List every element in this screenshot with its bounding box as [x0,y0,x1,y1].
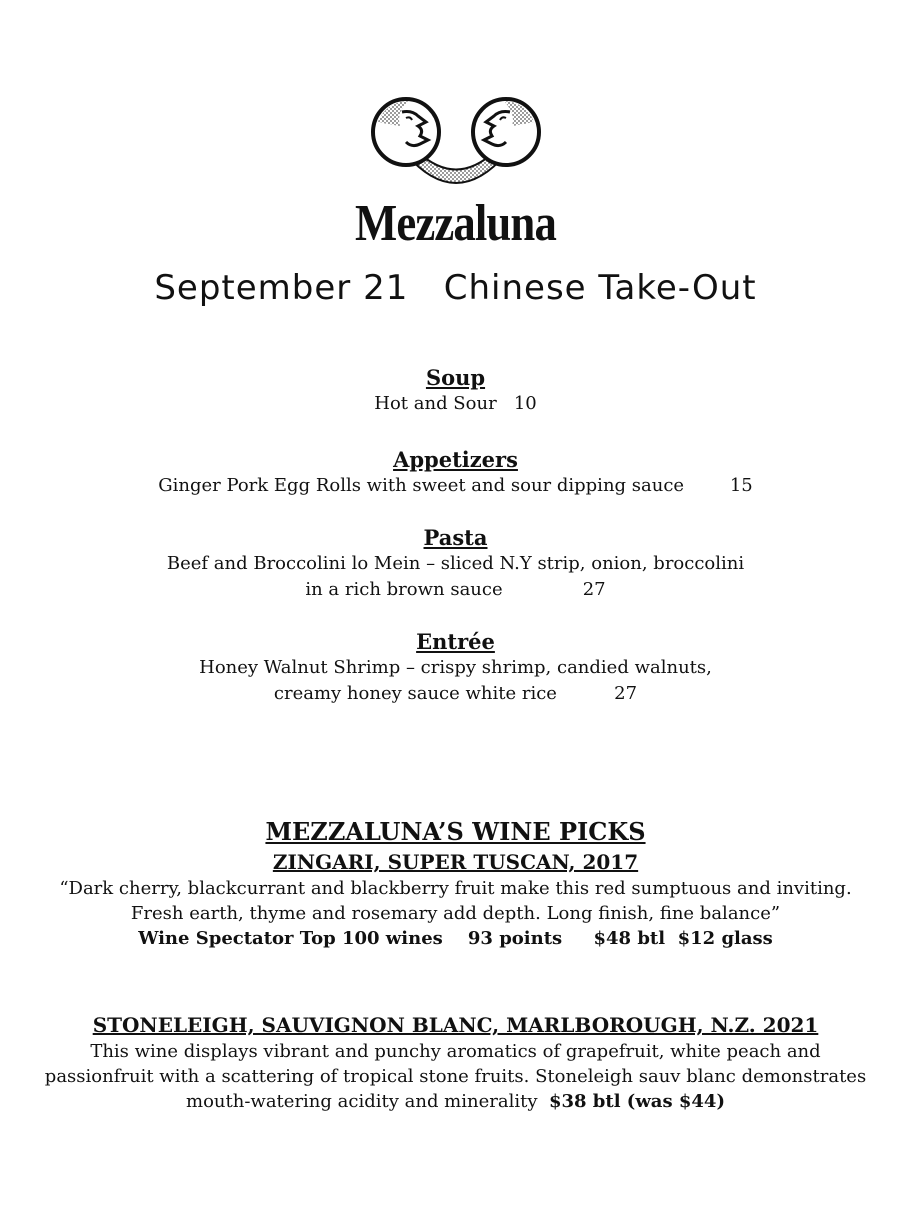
wine-name: ZINGARI, SUPER TUSCAN, 2017 [272,850,639,874]
wine-description-line: “Dark cherry, blackcurrant and blackberry fruit make this red sumptuous and inviting. [59,878,852,899]
soup-section [0,365,911,417]
menu-item-line: in a rich brown sauce 27 [305,579,606,600]
menu-subtitle: September 21 Chinese Take-Out [154,268,757,308]
wine-description-line: passionfruit with a scattering of tropical stone fruits. Stoneleigh sauv blanc demonstrates [44,1066,867,1087]
wine-picks-title: MEZZALUNA’S WINE PICKS [265,817,646,846]
restaurant-name: Mezzaluna [355,195,556,252]
menu-item-line: Ginger Pork Egg Rolls with sweet and sour dipping sauce 15 [158,475,753,496]
wine-price: $38 btl (was $44) [548,1091,725,1112]
menu-item-line: Hot and Sour 10 [374,393,537,414]
menu-item-line: Honey Walnut Shrimp – crispy shrimp, candied walnuts, [199,657,712,678]
wine-pick-2 [0,1011,911,1114]
menu-sections [0,365,911,733]
pasta-section [0,525,911,603]
wine-name: STONELEIGH, SAUVIGNON BLANC, MARLBOROUGH, N.Z. 2021 [92,1013,819,1037]
section-heading-pasta: Pasta [423,525,488,550]
entree-section [0,629,911,707]
wine-picks-section [0,816,911,952]
mezzaluna-logo [366,92,546,204]
section-heading-entree: Entrée [416,629,495,654]
wine-rating-price: Wine Spectator Top 100 wines 93 points $48 btl $12 glass [138,928,773,949]
section-heading-appetizers: Appetizers [393,447,518,472]
appetizers-section [0,447,911,499]
wine-description-text: mouth-watering acidity and minerality [186,1091,549,1112]
section-heading-soup: Soup [425,365,486,390]
wine-description-line: Fresh earth, thyme and rosemary add depth. Long finish, fine balance” [130,903,781,924]
wine-description-line: This wine displays vibrant and punchy aromatics of grapefruit, white peach and [90,1041,821,1062]
wine-description-last-line [0,1089,911,1114]
menu-item-line: Beef and Broccolini lo Mein – sliced N.Y strip, onion, broccolini [166,553,745,574]
menu-item-line: creamy honey sauce white rice 27 [273,683,638,704]
